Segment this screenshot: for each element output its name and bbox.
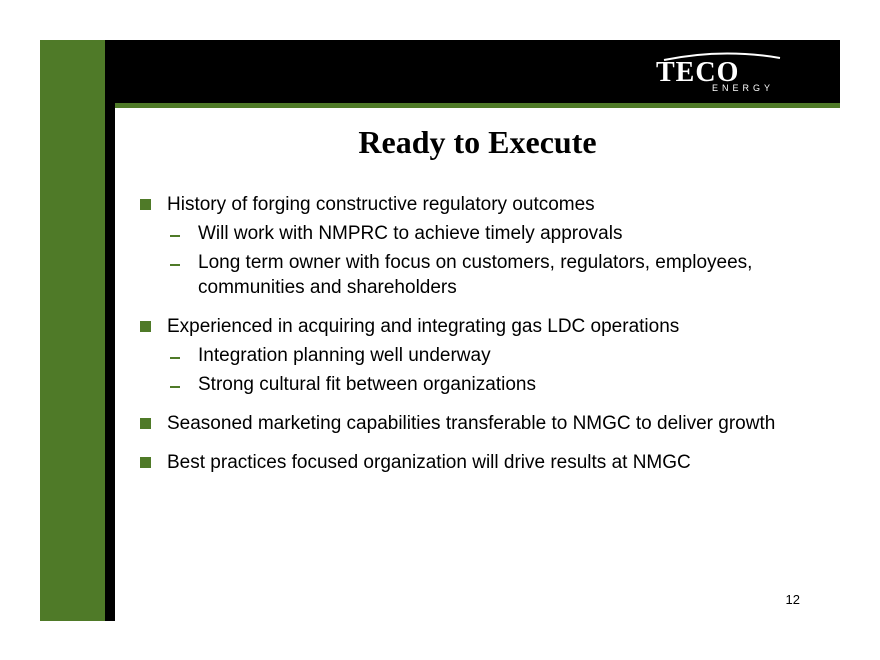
sub-bullet-item — [170, 372, 830, 397]
bullet-text: Seasoned marketing capabilities transferable to NMGC to deliver growth — [167, 413, 776, 434]
dash-bullet-icon — [170, 235, 180, 237]
bullet-text: Experienced in acquiring and integrating gas LDC operations — [167, 316, 680, 337]
sub-bullet-text: Integration planning well underway — [198, 345, 491, 366]
teco-energy-logo — [652, 50, 802, 96]
square-bullet-icon — [140, 418, 151, 429]
bullet-text: History of forging constructive regulatory outcomes — [167, 194, 595, 215]
slide-title: Ready to Execute — [358, 124, 597, 160]
bullet-list — [140, 192, 830, 475]
dash-bullet-icon — [170, 357, 180, 359]
sub-bullet-text: Will work with NMPRC to achieve timely approvals — [198, 223, 623, 244]
bullet-item — [140, 450, 830, 475]
bullet-text: Best practices focused organization will drive results at NMGC — [167, 452, 691, 473]
logo-wordmark: TECO — [656, 57, 740, 88]
left-green-bar — [40, 40, 105, 621]
logo-subtext: ENERGY — [712, 83, 775, 93]
square-bullet-icon — [140, 199, 151, 210]
sub-bullet-item — [170, 250, 830, 300]
bullet-item — [140, 411, 830, 436]
sub-bullet-item — [170, 221, 830, 246]
square-bullet-icon — [140, 321, 151, 332]
square-bullet-icon — [140, 457, 151, 468]
dash-bullet-icon — [170, 386, 180, 388]
sub-bullet-text: Long term owner with focus on customers, regulators, employees, communities and shareholders — [198, 252, 753, 298]
header-accent-line — [115, 103, 840, 108]
bullet-item — [140, 192, 830, 217]
left-black-rule — [105, 40, 115, 621]
bullet-item — [140, 314, 830, 339]
sub-bullet-item — [170, 343, 830, 368]
dash-bullet-icon — [170, 264, 180, 266]
sub-bullet-text: Strong cultural fit between organizations — [198, 374, 536, 395]
page-number: 12 — [785, 592, 800, 607]
